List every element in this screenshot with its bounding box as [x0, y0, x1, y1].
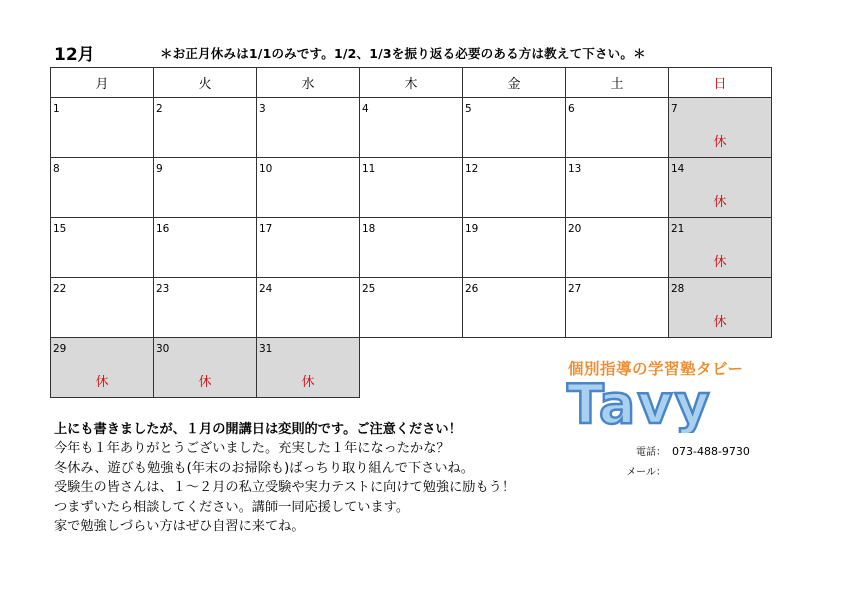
day-cell — [566, 98, 669, 158]
day-cell — [257, 278, 360, 338]
month-title: 12月 — [54, 45, 95, 65]
day-cell — [360, 278, 463, 338]
day-number: 31 — [259, 343, 273, 355]
day-cell — [463, 218, 566, 278]
contact-info — [614, 442, 750, 482]
empty-cell — [360, 338, 463, 398]
calendar-body — [51, 98, 772, 398]
day-cell — [463, 98, 566, 158]
day-number: 13 — [568, 163, 582, 175]
day-cell — [463, 278, 566, 338]
day-cell — [360, 158, 463, 218]
day-number: 25 — [362, 283, 376, 295]
message-line: つまずいたら相談してください。講師一同応援しています。 — [54, 499, 410, 515]
day-cell — [51, 338, 154, 398]
day-number: 23 — [156, 283, 170, 295]
holiday-mark: 休 — [713, 195, 727, 210]
day-number: 22 — [53, 283, 67, 295]
day-number: 3 — [259, 103, 266, 115]
day-cell — [257, 98, 360, 158]
day-cell — [257, 218, 360, 278]
day-number: 11 — [362, 163, 376, 175]
day-number: 14 — [671, 163, 685, 175]
day-number: 24 — [259, 283, 273, 295]
tavy-logo — [565, 377, 760, 433]
message-line: 冬休み、遊びも勉強も(年末のお掃除も)ばっちり取り組んで下さいね。 — [54, 460, 474, 476]
mail-label: メール： — [626, 467, 666, 478]
weekday-header-row — [51, 68, 772, 98]
message-line: 家で勉強しづらい方はぜひ自習に来てね。 — [54, 519, 305, 535]
day-number: 30 — [156, 343, 170, 355]
day-number: 15 — [53, 223, 67, 235]
day-cell — [51, 278, 154, 338]
brand-tagline: 個別指導の学習塾タビー — [568, 360, 744, 378]
day-number: 18 — [362, 223, 376, 235]
day-number: 9 — [156, 163, 163, 175]
weekday-sat: 土 — [566, 68, 669, 98]
day-cell — [51, 158, 154, 218]
message-line: 今年も１年ありがとうございました。充実した１年になったかな？ — [54, 441, 450, 457]
day-number: 4 — [362, 103, 369, 115]
day-cell — [154, 218, 257, 278]
day-number: 16 — [156, 223, 170, 235]
weekday-sun: 日 — [669, 68, 772, 98]
weekday-fri: 金 — [463, 68, 566, 98]
day-number: 1 — [53, 103, 60, 115]
day-number: 27 — [568, 283, 582, 295]
calendar-week-row — [51, 278, 772, 338]
message-line: 受験生の皆さんは、１～２月の私立受験や実力テストに向けて勉強に励もう！ — [54, 480, 516, 496]
day-cell — [154, 278, 257, 338]
weekday-tue: 火 — [154, 68, 257, 98]
day-cell — [463, 158, 566, 218]
phone-number[interactable]: 073-488-9730 — [672, 445, 750, 458]
holiday-mark: 休 — [713, 315, 727, 330]
day-cell — [566, 218, 669, 278]
day-number: 6 — [568, 103, 575, 115]
day-cell — [669, 218, 772, 278]
calendar-week-row — [51, 98, 772, 158]
new-year-notice: ＊お正月休みは1/1のみです。1/2、1/3を振り返る必要のある方は教えて下さい。＊ — [160, 46, 646, 61]
weekday-thu: 木 — [360, 68, 463, 98]
holiday-mark: 休 — [713, 255, 727, 270]
day-cell — [669, 278, 772, 338]
phone-label: 電話： — [636, 447, 666, 458]
holiday-mark: 休 — [713, 135, 727, 150]
calendar-table — [50, 67, 772, 398]
day-number: 5 — [465, 103, 472, 115]
day-number: 28 — [671, 283, 685, 295]
day-number: 2 — [156, 103, 163, 115]
holiday-mark: 休 — [301, 375, 315, 390]
phone-row — [614, 442, 750, 462]
day-cell — [566, 278, 669, 338]
day-cell — [154, 158, 257, 218]
day-number: 17 — [259, 223, 273, 235]
day-number: 10 — [259, 163, 273, 175]
calendar-week-row — [51, 218, 772, 278]
day-number: 19 — [465, 223, 479, 235]
empty-cell — [463, 338, 566, 398]
day-cell — [360, 98, 463, 158]
holiday-mark: 休 — [95, 375, 109, 390]
day-number: 29 — [53, 343, 67, 355]
day-number: 21 — [671, 223, 685, 235]
day-cell — [566, 158, 669, 218]
day-cell — [669, 158, 772, 218]
day-cell — [257, 158, 360, 218]
day-cell — [51, 218, 154, 278]
day-cell — [360, 218, 463, 278]
day-cell — [154, 98, 257, 158]
day-cell — [669, 98, 772, 158]
calendar-week-row — [51, 158, 772, 218]
weekday-mon: 月 — [51, 68, 154, 98]
day-number: 8 — [53, 163, 60, 175]
day-cell — [154, 338, 257, 398]
day-number: 26 — [465, 283, 479, 295]
holiday-mark: 休 — [198, 375, 212, 390]
day-cell — [257, 338, 360, 398]
tavy-logo-text: Tavy — [567, 377, 712, 433]
message-block — [54, 420, 515, 536]
mail-row — [614, 462, 750, 482]
message-lead: 上にも書きましたが、１月の開講日は変則的です。ご注意ください！ — [54, 422, 462, 437]
day-number: 20 — [568, 223, 582, 235]
day-number: 12 — [465, 163, 479, 175]
weekday-wed: 水 — [257, 68, 360, 98]
day-number: 7 — [671, 103, 678, 115]
day-cell — [51, 98, 154, 158]
